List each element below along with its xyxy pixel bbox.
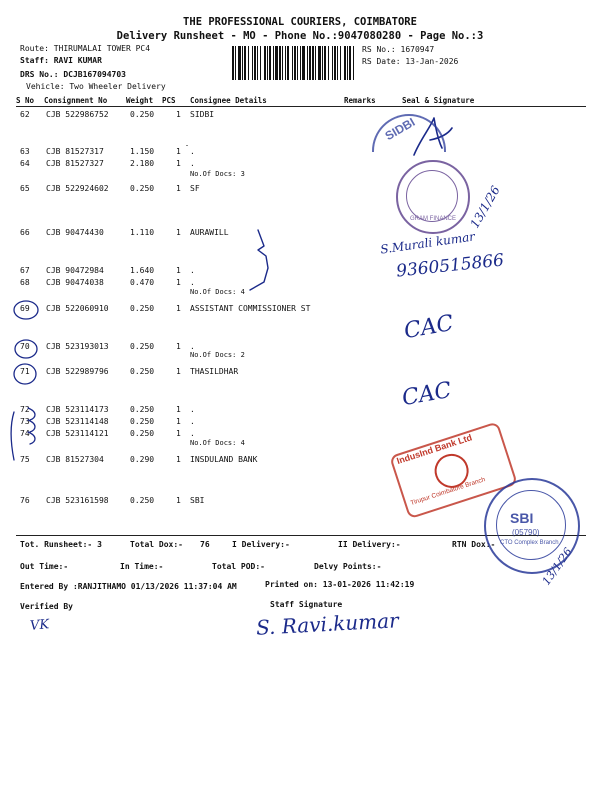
row-consignment: CJB 523114173 xyxy=(46,405,109,414)
row-sno: 73 xyxy=(20,417,30,426)
row-sno: 69 xyxy=(20,304,30,313)
row-weight: 0.250 xyxy=(130,367,155,376)
row-consignment: CJB 81527317 xyxy=(46,147,104,156)
stamp-text: CTO Complex Branch xyxy=(500,540,559,546)
row-consignment: CJB 522986752 xyxy=(46,110,109,119)
col-pcs: PCS xyxy=(162,96,176,105)
row-consignee: . xyxy=(190,147,195,156)
col-consignee: Consignee Details xyxy=(190,96,267,105)
row-weight: 0.250 xyxy=(130,417,155,426)
row-pcs: 1 xyxy=(176,184,181,193)
row-consignment: CJB 522989796 xyxy=(46,367,109,376)
docs-note: No.Of Docs: 4 xyxy=(190,439,245,447)
row-pcs: 1 xyxy=(176,304,181,313)
route-label: Route: THIRUMALAI TOWER PC4 xyxy=(20,44,151,53)
row-consignee: . xyxy=(190,266,195,275)
row-consignee: . xyxy=(190,159,195,168)
row-weight: 0.250 xyxy=(130,342,155,351)
circle-mark xyxy=(14,364,36,384)
row-consignee: INSDULAND BANK xyxy=(190,455,258,464)
staff-signature-label: Staff Signature xyxy=(270,600,343,609)
stamp-text: SIDBI xyxy=(382,114,418,144)
page-title: THE PROFESSIONAL COURIERS, COIMBATORE xyxy=(183,16,417,28)
round-seal xyxy=(396,160,470,234)
col-seal: Seal & Signature xyxy=(402,96,475,105)
row-consignee: ASSISTANT COMMISSIONER ST xyxy=(190,304,311,313)
tot-runsheet: Tot. Runsheet:- 3 xyxy=(20,540,102,549)
row-pcs: 1 xyxy=(176,159,181,168)
row-weight: 2.180 xyxy=(130,159,155,168)
col-weight: Weight xyxy=(126,96,154,105)
stamp-text: IndusInd Bank Ltd xyxy=(395,432,474,467)
row-sno: 62 xyxy=(20,110,30,119)
row-sno: 68 xyxy=(20,278,30,287)
sbi-logo: SBI xyxy=(510,510,534,526)
stamp-text: Tirupur Coimbatore Branch xyxy=(409,476,487,507)
row-weight: 0.290 xyxy=(130,455,155,464)
row-weight: 0.470 xyxy=(130,278,155,287)
row-sno: 67 xyxy=(20,266,30,275)
row-consignment: CJB 523114121 xyxy=(46,429,109,438)
bracket-mark xyxy=(28,408,35,420)
total-dox-value: 76 xyxy=(200,540,210,549)
row-sno: 71 xyxy=(20,367,30,376)
row-consignment: CJB 523193013 xyxy=(46,342,109,351)
row-sno: 74 xyxy=(20,429,30,438)
row-pcs: 1 xyxy=(176,228,181,237)
verified-signature: VK xyxy=(29,617,50,634)
row-weight: 1.640 xyxy=(130,266,155,275)
row-consignment: CJB 522924602 xyxy=(46,184,109,193)
brace-mark xyxy=(250,230,268,290)
vehicle-label: Vehicle: Two Wheeler Delivery xyxy=(26,82,166,91)
row-consignment: CJB 523114148 xyxy=(46,417,109,426)
row-sno: 66 xyxy=(20,228,30,237)
seal-text: GRAM FINANCE xyxy=(410,216,457,222)
handwritten-cac: CAC xyxy=(400,377,454,412)
circle-mark xyxy=(15,340,37,358)
i-delivery: I Delivery:- xyxy=(232,540,290,549)
handwritten-name: S.Murali kumar xyxy=(379,229,476,257)
row-sno: 63 xyxy=(20,147,30,156)
bracket-mark xyxy=(28,420,35,432)
row-weight: 1.110 xyxy=(130,228,155,237)
row-consignee: . xyxy=(190,429,195,438)
row-sno: 65 xyxy=(20,184,30,193)
bracket-mark xyxy=(28,432,35,444)
row-consignee: . xyxy=(190,278,195,287)
handwritten-date: 13/1/26 xyxy=(467,183,503,231)
row-consignee: SBI xyxy=(190,496,205,505)
row-weight: 0.250 xyxy=(130,304,155,313)
row-pcs: 1 xyxy=(176,405,181,414)
row-sno: 72 xyxy=(20,405,30,414)
row-consignment: CJB 90472984 xyxy=(46,266,104,275)
stamp-text: (05790) xyxy=(512,528,540,537)
docs-note: No.Of Docs: 4 xyxy=(190,288,245,296)
printed-on: Printed on: 13-01-2026 11:42:19 xyxy=(265,580,415,589)
row-weight: 0.250 xyxy=(130,496,155,505)
row-sno: 64 xyxy=(20,159,30,168)
row-consignment: CJB 81527327 xyxy=(46,159,104,168)
row-pcs: 1 xyxy=(176,266,181,275)
col-remarks: Remarks xyxy=(344,96,376,105)
delvy-points: Delvy Points:- xyxy=(314,562,382,571)
circle-mark xyxy=(14,301,38,319)
row-sno: 70 xyxy=(20,342,30,351)
handwritten-date: 13/1/26 xyxy=(539,545,575,588)
row-weight: 0.250 xyxy=(130,405,155,414)
row-consignment: CJB 90474038 xyxy=(46,278,104,287)
handwritten-phone: 9360515866 xyxy=(395,250,505,282)
row-pcs: 1 xyxy=(176,455,181,464)
row-consignment: CJB 90474430 xyxy=(46,228,104,237)
row-weight: 0.250 xyxy=(130,184,155,193)
row-consignee: . xyxy=(190,417,195,426)
total-pod: Total POD:- xyxy=(212,562,265,571)
row-pcs: 1 xyxy=(176,417,181,426)
row-sno: 75 xyxy=(20,455,30,464)
sbi-stamp xyxy=(484,478,580,574)
row-pcs: 1 xyxy=(176,110,181,119)
entered-by: Entered By :RANJITHAMO 01/13/2026 11:37:04 AM xyxy=(20,582,237,591)
col-consignment: Consignment No xyxy=(44,96,108,105)
rtn-dox: RTN Dox:- xyxy=(452,540,496,549)
handwritten-cac: CAC xyxy=(402,310,456,345)
out-time: Out Time:- xyxy=(20,562,69,571)
row-consignment: CJB 522060910 xyxy=(46,304,109,313)
total-dox-label: Total Dox:- xyxy=(130,540,183,549)
row-pcs: 1 xyxy=(176,147,181,156)
row-consignee: AURAWILL xyxy=(190,228,229,237)
bracket-mark xyxy=(11,412,14,460)
row-pcs: 1 xyxy=(176,278,181,287)
verified-by: Verified By xyxy=(20,602,73,611)
row-consignee: . xyxy=(190,405,195,414)
drs-label: DRS No.: DCJB167094703 xyxy=(20,70,126,79)
col-sno: S No xyxy=(16,96,35,105)
staff-label: Staff: RAVI KUMAR xyxy=(20,56,102,65)
row-sno: 76 xyxy=(20,496,30,505)
row-consignee: . xyxy=(190,342,195,351)
row-weight: 0.250 xyxy=(130,110,155,119)
rs-date: RS Date: 13-Jan-2026 xyxy=(362,57,459,66)
page-subtitle: Delivery Runsheet - MO - Phone No.:9047080280 - Page No.:3 xyxy=(116,30,484,42)
row-pcs: 1 xyxy=(176,342,181,351)
ii-delivery: II Delivery:- xyxy=(338,540,401,549)
row-consignment: CJB 81527304 xyxy=(46,455,104,464)
in-time: In Time:- xyxy=(120,562,164,571)
row-consignee: THASILDHAR xyxy=(190,367,239,376)
docs-note: No.Of Docs: 3 xyxy=(190,170,245,178)
row-weight: 1.150 xyxy=(130,147,155,156)
row-consignee: SF xyxy=(190,184,200,193)
row-consignment: CJB 523161598 xyxy=(46,496,109,505)
docs-note: No.Of Docs: 2 xyxy=(190,351,245,359)
staff-signature: S. Ravi.kumar xyxy=(255,608,400,640)
row-pcs: 1 xyxy=(176,496,181,505)
row-pcs: 1 xyxy=(176,429,181,438)
row-pcs: 1 xyxy=(176,367,181,376)
rs-no: RS No.: 1670947 xyxy=(362,45,435,54)
row-consignee: SIDBI xyxy=(190,110,215,119)
row-weight: 0.250 xyxy=(130,429,155,438)
